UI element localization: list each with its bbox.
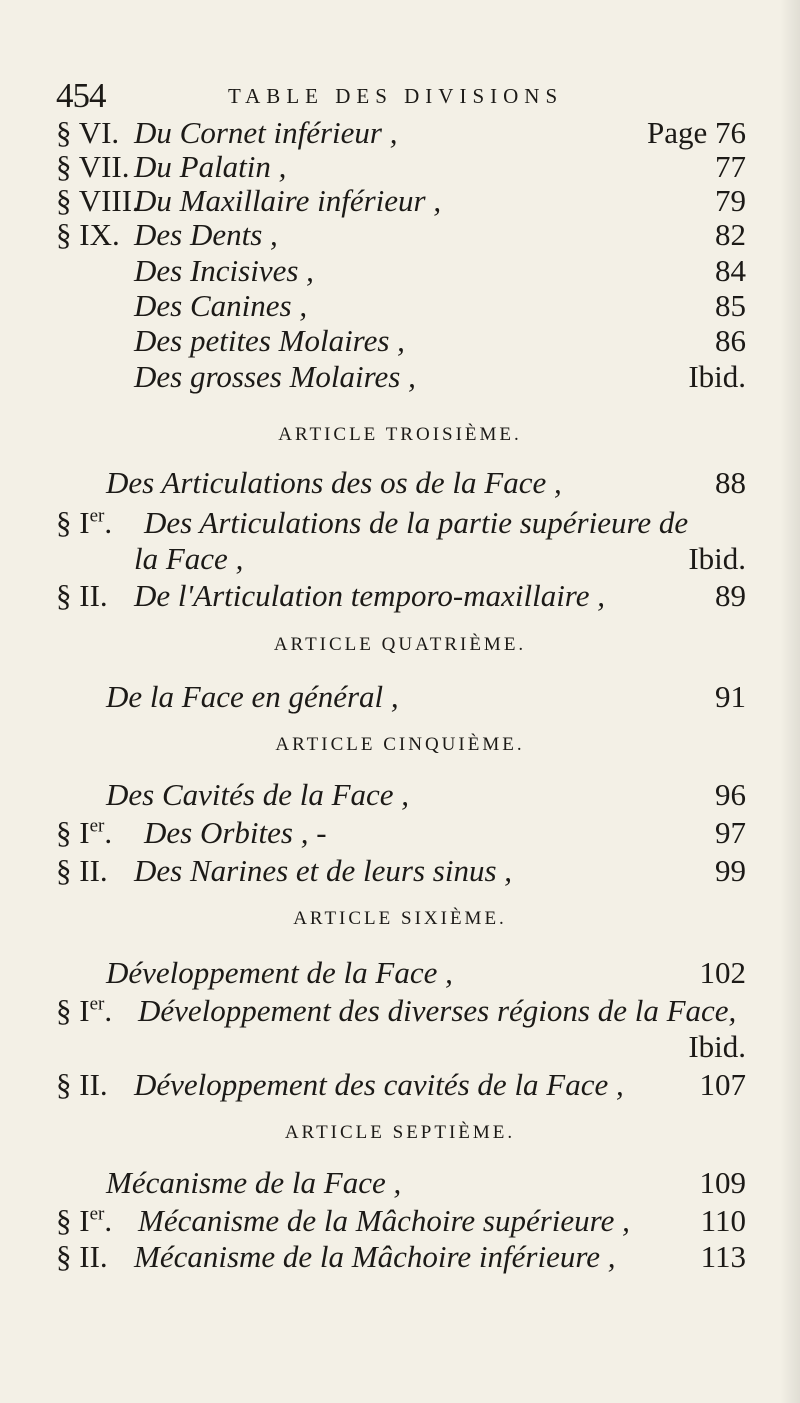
section-number: § II.: [56, 578, 108, 613]
section-number: § II.: [56, 1067, 108, 1102]
entry-page: 79: [715, 183, 746, 218]
entry-title-continuation: la Face ,: [134, 541, 244, 576]
article-heading: ARTICLE SIXIÈME.: [293, 908, 507, 929]
toc-entry: [56, 812, 746, 854]
entry-title: Des petites Molaires ,: [134, 323, 405, 358]
entry-title: Développement des cavités de la Face ,: [134, 1067, 624, 1102]
entry-page: Ibid.: [688, 359, 746, 394]
entry-page: 99: [715, 853, 746, 888]
entry-page: 102: [699, 955, 746, 990]
entry-page: 113: [700, 1239, 746, 1274]
entry-title: Des Articulations des os de la Face ,: [106, 465, 562, 500]
entry-title: Développement des diverses régions de la Face,: [138, 993, 737, 1028]
entry-page: 110: [700, 1203, 746, 1238]
entry-title: Des Canines ,: [134, 288, 308, 323]
entry-page: 97: [715, 815, 746, 850]
section-number: § Ier.: [56, 505, 113, 540]
page-number: 454: [56, 76, 106, 115]
toc-entry: [56, 676, 746, 718]
toc-entry: [56, 1162, 746, 1204]
entry-page: 85: [715, 288, 746, 323]
entry-title: Des Dents ,: [134, 217, 278, 252]
entry-title: Du Palatin ,: [134, 149, 287, 184]
entry-title: De la Face en général ,: [106, 679, 399, 714]
article-heading: ARTICLE QUATRIÈME.: [273, 634, 527, 655]
running-title: TABLE DES DIVISIONS: [228, 84, 564, 108]
section-number: § VI.: [56, 115, 120, 150]
entry-page: 77: [715, 149, 746, 184]
page-edge-shadow: [780, 0, 800, 1403]
entry-page: 91: [715, 679, 746, 714]
section-number: § Ier.: [56, 993, 113, 1028]
article-heading: ARTICLE CINQUIÈME.: [275, 734, 525, 755]
toc-entry: [56, 575, 746, 617]
article-heading: ARTICLE TROISIÈME.: [278, 424, 522, 445]
section-number: § II.: [56, 1239, 108, 1274]
entry-title: Des Incisives ,: [134, 253, 314, 288]
entry-title: Des Cavités de la Face ,: [106, 777, 410, 812]
entry-title: Développement de la Face ,: [106, 955, 453, 990]
article-heading: ARTICLE SEPTIÈME.: [284, 1122, 516, 1143]
entry-page: 86: [715, 323, 746, 358]
entry-page: 84: [715, 253, 746, 288]
entry-page: Ibid.: [688, 541, 746, 576]
entry-title: Des Orbites , -: [144, 815, 327, 850]
section-number: § II.: [56, 853, 108, 888]
toc-entry: [56, 952, 746, 994]
entry-page: 96: [715, 777, 746, 812]
toc-entry-continuation: [134, 1026, 746, 1068]
entry-title: De l'Articulation temporo-maxillaire ,: [134, 578, 605, 613]
entry-page: Page 76: [646, 115, 746, 150]
entry-title: Des Articulations de la partie supérieure de: [144, 505, 689, 540]
toc-entry: [56, 462, 746, 504]
toc-entry: [56, 774, 746, 816]
entry-page: 107: [699, 1067, 746, 1102]
entry-page: 109: [699, 1165, 746, 1200]
entry-title: Des grosses Molaires ,: [134, 359, 416, 394]
toc-entry: [56, 1236, 746, 1278]
entry-page: 88: [715, 465, 746, 500]
toc-entry: [56, 850, 746, 892]
section-number: § IX.: [56, 217, 120, 252]
section-number: § VII.: [56, 149, 130, 184]
section-number: § Ier.: [56, 1203, 113, 1238]
toc-entry: [56, 356, 746, 398]
entry-title: Des Narines et de leurs sinus ,: [134, 853, 513, 888]
entry-title: Mécanisme de la Mâchoire supérieure ,: [138, 1203, 630, 1238]
entry-page: 82: [715, 217, 746, 252]
section-number: § Ier.: [56, 815, 113, 850]
section-number: § VIII.: [56, 183, 140, 218]
entry-title: Du Maxillaire inférieur ,: [134, 183, 442, 218]
toc-entry-continuation: [134, 538, 746, 580]
entry-page: Ibid.: [688, 1029, 746, 1064]
entry-page: 89: [715, 578, 746, 613]
entry-title: Du Cornet inférieur ,: [134, 115, 398, 150]
entry-title: Mécanisme de la Mâchoire inférieure ,: [134, 1239, 616, 1274]
toc-entry: [56, 1064, 746, 1106]
entry-title: Mécanisme de la Face ,: [106, 1165, 402, 1200]
